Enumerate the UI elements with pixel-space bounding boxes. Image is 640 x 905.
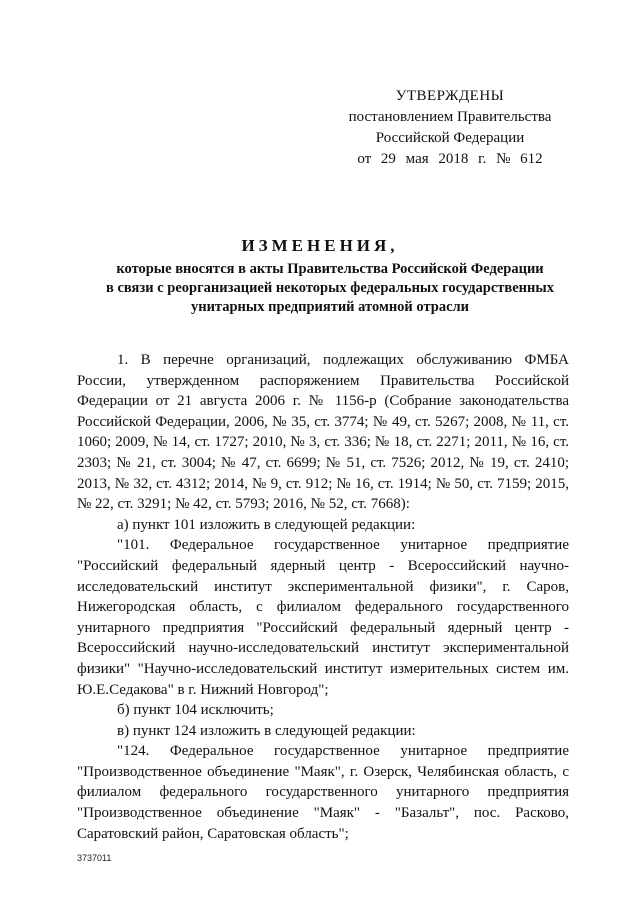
approval-stamp [340,86,560,170]
approval-heading: УТВЕРЖДЕНЫ [395,88,505,104]
paragraph-1: 1. В перечне организаций, подлежащих обслуживанию ФМБА России, утвержденном распоряжением Правительства Российской Федерации от 21 августа 2006 г. № 1156-р (Собрание законодательства Российской Федерации, 2006, № 35, ст. 3774; № 49, ст. 5267; 2008, № 11, ст. 1060; 2009, № 14, ст. 1727; 2010, № 3, ст. 336; № 18, ст. 2271; 2011, № 16, ст. 2303; № 21, ст. 3004; № 47, ст. 6699; № 51, ст. 7526; 2012, № 19, ст. 2410; 2013, № 32, ст. 4312; 2014, № 9, ст. 912; № 16, ст. 1914; № 50, ст. 7159; 2015, № 22, ст. 3291; № 42, ст. 5793; 2016, № 52, ст. 7668): [77,352,569,513]
approval-date-number: от 29 мая 2018 г. № 612 [357,151,543,167]
paragraph-4: б) пункт 104 исключить; [117,702,274,719]
footer-code: 3737011 [77,853,112,863]
paragraph-6: "124. Федеральное государственное унитарное предприятие "Производственное объединение "Маяк", г. Озерск, Челябинская область, с филиалом федерального государственного унитарного предприятия "Производственное объединение "Маяк" - "Базальт", пос. Расково, Саратовский район, Саратовская область"; [77,743,569,842]
subtitle-line-3: унитарных предприятий атомной отрасли [190,299,470,315]
document-subtitle [60,260,600,317]
document-body [77,350,569,844]
subtitle-line-1: которые вносятся в акты Правительства Российской Федерации [116,261,544,277]
approval-line-2: Российской Федерации [375,130,525,146]
subtitle-line-2: в связи с реорганизацией некоторых федеральных государственных [106,280,554,296]
approval-line-1: постановлением Правительства [348,109,552,125]
paragraph-2: а) пункт 101 изложить в следующей редакции: [117,516,416,533]
paragraph-3: "101. Федеральное государственное унитарное предприятие "Российский федеральный ядерный центр - Всероссийский научно-исследовательский институт экспериментальной физики", г. Саров, Нижегородская область, с филиалом федерального государственного унитарного предприятия "Российский федеральный ядерный центр - Всероссийский научно-исследовательский институт экспериментальной физики" "Научно-исследовательский институт измерительных систем им. Ю.Е.Седакова" в г. Нижний Новгород"; [77,537,569,698]
document-title: ИЗМЕНЕНИЯ, [241,236,399,255]
paragraph-5: в) пункт 124 изложить в следующей редакции: [117,722,416,739]
